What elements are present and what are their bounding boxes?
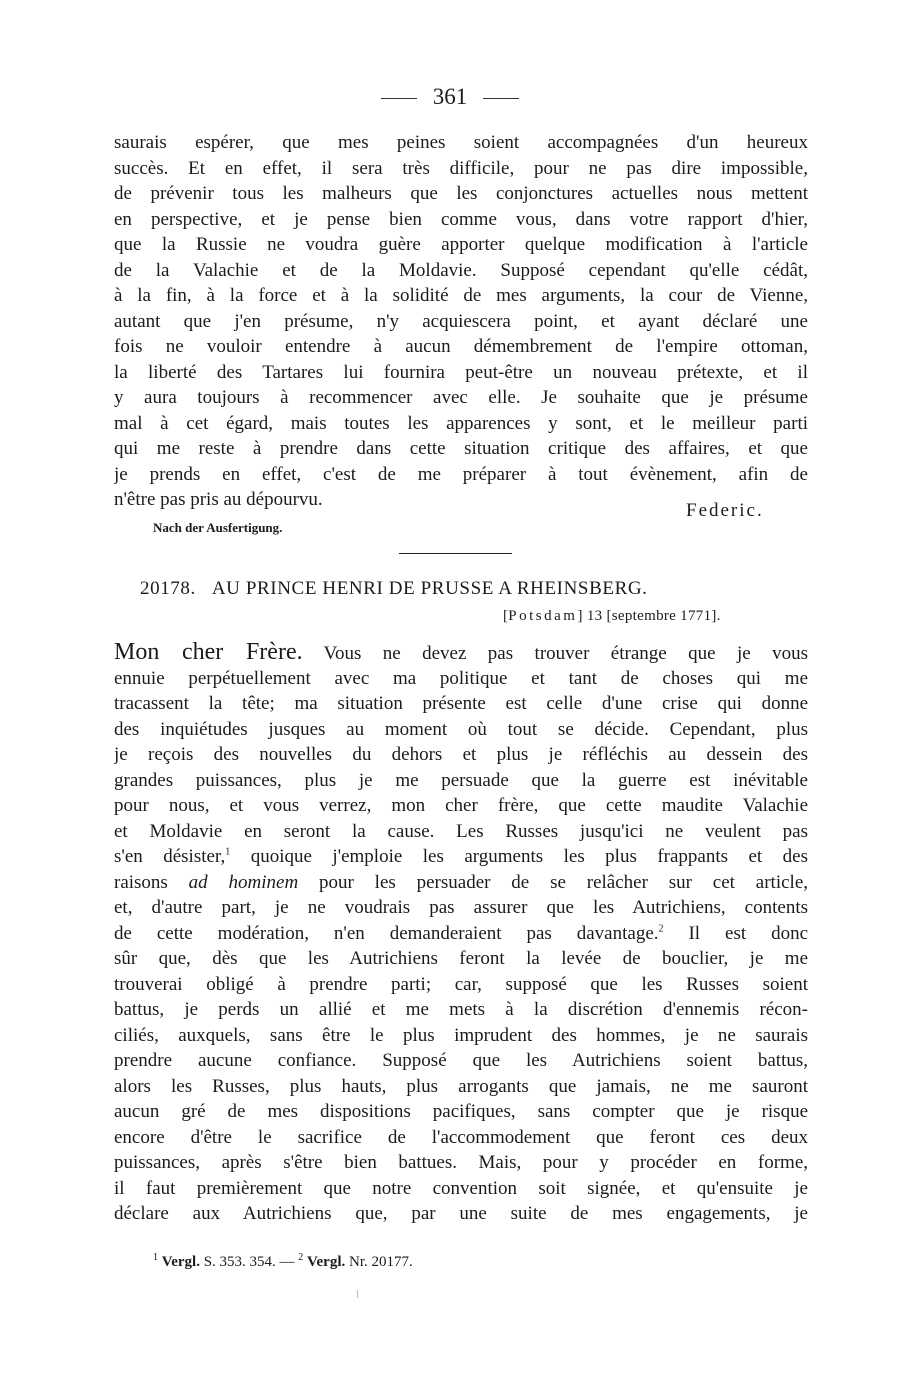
text-line [114,870,808,896]
date-place: Potsdam [508,608,578,624]
text-line: à la fin, à la force et à la solidité de mes arguments, la cour de Vienne, [114,285,808,306]
text-line: puissances, après s'être bien battues. Mais, pour y procéder en forme, [114,1152,808,1173]
text-line: qui me reste à prendre dans cette situation critique des affaires, et que [114,438,808,459]
footnote-mark: 1 [153,1252,158,1263]
letter-title: AU PRINCE HENRI DE PRUSSE A RHEINSBERG. [211,578,648,599]
source-note: Nach der Ausfertigung. [153,520,283,535]
text-line: sûr que, dès que les Autrichiens feront la levée de bouclier, je me [114,948,808,969]
footnote-separator: — [279,1254,295,1270]
text-line: des inquiétudes jusques au moment où tout se décide. Cependant, plus [114,718,808,740]
text-line: fois ne vouloir entendre à aucun démembrement de l'empire ottoman, [114,336,808,357]
text-line: alors les Russes, plus hauts, plus arrogants que jamais, ne me sauront [114,1075,808,1097]
text-line [114,921,808,947]
line-rest: Il est donc [688,922,808,944]
text-line: grandes puissances, plus je me persuade que la guerre est inévitable [114,769,808,791]
header-dash-left [381,98,417,99]
letter-body [114,640,808,1227]
text-line: de prévenir tous les malheurs que les conjonctures actuelles nous mettent [114,183,808,204]
date-rest: 13 [septembre 1771]. [586,608,721,624]
text-line [114,640,808,666]
line-start: de cette modération, n'en demanderaient pas davantage. [114,922,659,944]
text-line: la liberté des Tartares lui fournira peut-être un nouveau prétexte, et il [114,361,808,383]
text-line: en perspective, et je pense bien comme vous, dans votre rapport d'hier, [114,208,808,230]
footnote-label: Vergl. [161,1254,200,1270]
text-line: de la Valachie et de la Moldavie. Supposé cependant qu'elle cédât, [114,259,808,281]
text-line: trouverai obligé à prendre parti; car, supposé que les Russes soient [114,973,808,995]
text-line: n'être pas pris au dépourvu. [114,489,323,510]
text-line: que la Russie ne voudra guère apporter quelque modification à l'article [114,234,808,255]
header-dash-right [483,98,519,99]
section-separator [399,553,512,554]
text-line: y aura toujours à recommencer avec elle. Je souhaite que je présume [114,387,808,408]
text-line: pour nous, et vous verrez, mon cher frère, que cette maudite Valachie [114,795,808,816]
italic-phrase: ad hominem [188,871,299,893]
text-line: succès. Et en effet, il sera très difficile, pour ne pas dire impossible, [114,157,808,179]
letter-number: 20178. [140,578,196,599]
footnotes [153,1254,413,1271]
text-line: battus, je perds un allié et me mets à la discrétion d'ennemis récon- [114,999,808,1020]
line-start: s'en désister, [114,846,226,867]
text-line: prendre aucune confiance. Supposé que les Autrichiens soient battus, [114,1050,808,1071]
footnote-text: S. 353. 354. [203,1254,276,1270]
text-line: ciliés, auxquels, sans être le plus imprudent des hommes, je ne saurais [114,1024,808,1046]
line-rest: Vous ne devez pas trouver étrange que je vous [323,643,808,664]
text-line: saurais espérer, que mes peines soient accompagnées d'un heureux [114,132,808,153]
line-start: raisons [114,871,168,893]
text-line: aucun gré de mes dispositions pacifiques, sans compter que je risque [114,1101,808,1122]
text-line: mal à cet égard, mais toutes les apparences y sont, et le meilleur parti [114,412,808,434]
page-number-header [0,83,900,111]
continuation-paragraph [114,130,808,513]
print-mark [357,1290,358,1298]
text-line: je prends en effet, c'est de me préparer à tout évènement, afin de [114,463,808,485]
salutation: Mon cher Frère. [114,640,303,665]
page-number: 361 [432,84,468,109]
footnote-mark: 2 [298,1252,304,1263]
text-line: encore d'être le sacrifice de l'accommodement que feront ces deux [114,1126,808,1148]
footnote-label: Vergl. [307,1254,346,1270]
text-line: ennuie perpétuellement avec ma politique et tant de choses qui me [114,667,808,689]
text-line [114,844,808,870]
footnote-ref[interactable]: 2 [658,923,664,935]
line-rest: quoique j'emploie les arguments les plus frappants et des [250,846,808,867]
letter-date: [Potsdam] 13 [septembre 1771]. [503,608,721,624]
text-line: déclare aux Autrichiens que, par une suite de mes engagements, je [114,1203,808,1224]
footnote-text: Nr. 20177. [349,1254,413,1270]
footnote-ref[interactable]: 1 [225,846,231,858]
text-line: je reçois des nouvelles du dehors et plus je réfléchis au dessein des [114,744,808,765]
text-line: et Moldavie en seront la cause. Les Russes jusqu'ici ne veulent pas [114,820,808,842]
letter-heading [140,578,648,600]
signature: Federic. [686,500,764,521]
line-rest: pour les persuader de se relâcher sur cet article, [319,871,808,893]
text-line: et, d'autre part, je ne voudrais pas assurer que les Autrichiens, contents [114,897,808,918]
text-line: autant que j'en présume, n'y acquiescera point, et ayant déclaré une [114,310,808,332]
text-line: il faut premièrement que notre convention soit signée, et qu'ensuite je [114,1177,808,1199]
text-line: tracassent la tête; ma situation présente est celle d'une crise qui donne [114,693,808,714]
